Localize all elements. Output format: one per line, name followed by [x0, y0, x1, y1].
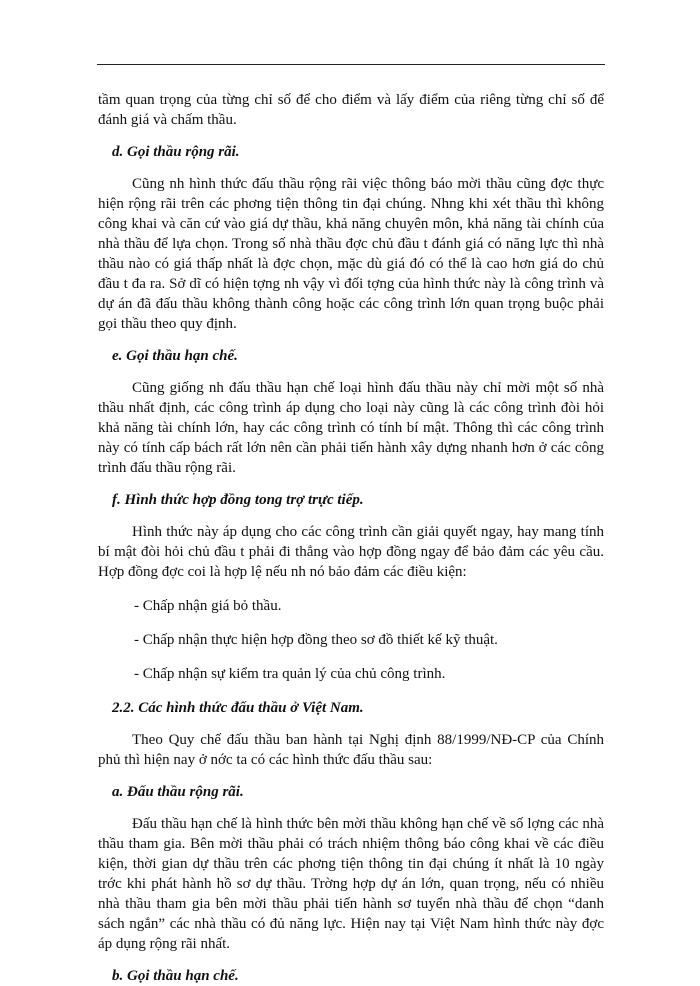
heading-b: b. Gọi thầu hạn chế. — [112, 968, 239, 984]
paragraph-a: Đấu thầu hạn chế là hình thức bên mời thầu không hạn chế về số lợng các nhà thầu tham gia. Bên mời thầu phải có trách nhiệm thông báo công khai về các điều kiện, thời gian dự thầu trên các phơng tiện thông tin đại chúng ít nhất là 10 ngày trớc khi phát hành hồ sơ dự thầu. Trờng hợp dự án lớn, quan trọng, nếu có nhiều nhà thầu tham gia bên mời thầu phải tiến hành sơ tuyển nhà thầu để chọn “danh sách ngắn” các nhà thầu có đủ năng lực. Hiện nay tại Việt Nam hình thức này đợc áp dụng rộng rãi nhất. — [98, 816, 604, 952]
heading-2-2: 2.2. Các hình thức đấu thầu ở Việt Nam. — [112, 700, 364, 716]
list-item: - Chấp nhận thực hiện hợp đồng theo sơ đồ thiết kế kỹ thuật. — [134, 632, 498, 648]
heading-f: f. Hình thức hợp đồng tong trợ trực tiếp. — [112, 492, 364, 508]
heading-e: e. Gọi thầu hạn chế. — [112, 348, 238, 364]
list-item: - Chấp nhận giá bỏ thầu. — [134, 598, 282, 614]
list-item: - Chấp nhận sự kiểm tra quản lý của chủ công trình. — [134, 666, 446, 682]
paragraph-f: Hình thức này áp dụng cho các công trình cần giải quyết ngay, hay mang tính bí mật đòi hỏi chủ đầu t phải đi thẳng vào hợp đồng ngay để bảo đảm các yêu cầu. Hợp đồng đợc coi là hợp lệ nếu nh nó bảo đảm các điều kiện: — [98, 524, 604, 580]
paragraph-e: Cũng giống nh đấu thầu hạn chế loại hình đấu thầu này chỉ mời một số nhà thầu nhất định, các công trình áp dụng cho loại này cũng là các công trình đòi hỏi khả năng tài chính lớn, hay các công trình có tính bí mật. Thông thì các công trình này có tính cấp bách rất lớn nên cần phải tiến hành xây dựng nhanh hơn ở các công trình đấu thầu rộng rãi. — [98, 380, 604, 476]
intro-paragraph: tầm quan trọng của từng chỉ số để cho điểm và lấy điểm của riêng từng chỉ số để đánh giá và chấm thầu. — [98, 92, 604, 128]
heading-a: a. Đấu thầu rộng rãi. — [112, 784, 244, 800]
document-page — [98, 90, 604, 986]
paragraph-d: Cũng nh hình thức đấu thầu rộng rãi việc thông báo mời thầu cũng đợc thực hiện rộng rãi trên các phơng tiện thông tin đại chúng. Nhng khi xét thầu thì không công khai và căn cứ vào giá dự thầu, khả năng chuyên môn, khả năng tài chính của nhà thầu để lựa chọn. Trong số nhà thầu đợc chủ đầu t đánh giá có năng lực thì nhà thầu nào có giá thấp nhất là đợc chọn, mặc dù giá đó có thể là cao hơn giá do chủ đầu t đa ra. Sở dĩ có hiện tợng nh vậy vì đối tợng của hình thức này là công trình và dự án đã đấu thầu không thành công hoặc các công trình lớn quan trọng buộc phải gọi thầu theo quy định. — [98, 176, 604, 332]
paragraph-2-2: Theo Quy chế đấu thầu ban hành tại Nghị định 88/1999/NĐ-CP của Chính phủ thì hiện nay ở nớc ta có các hình thức đấu thầu sau: — [98, 732, 604, 768]
heading-d: d. Gọi thầu rộng rãi. — [112, 144, 240, 160]
header-rule — [97, 64, 605, 65]
